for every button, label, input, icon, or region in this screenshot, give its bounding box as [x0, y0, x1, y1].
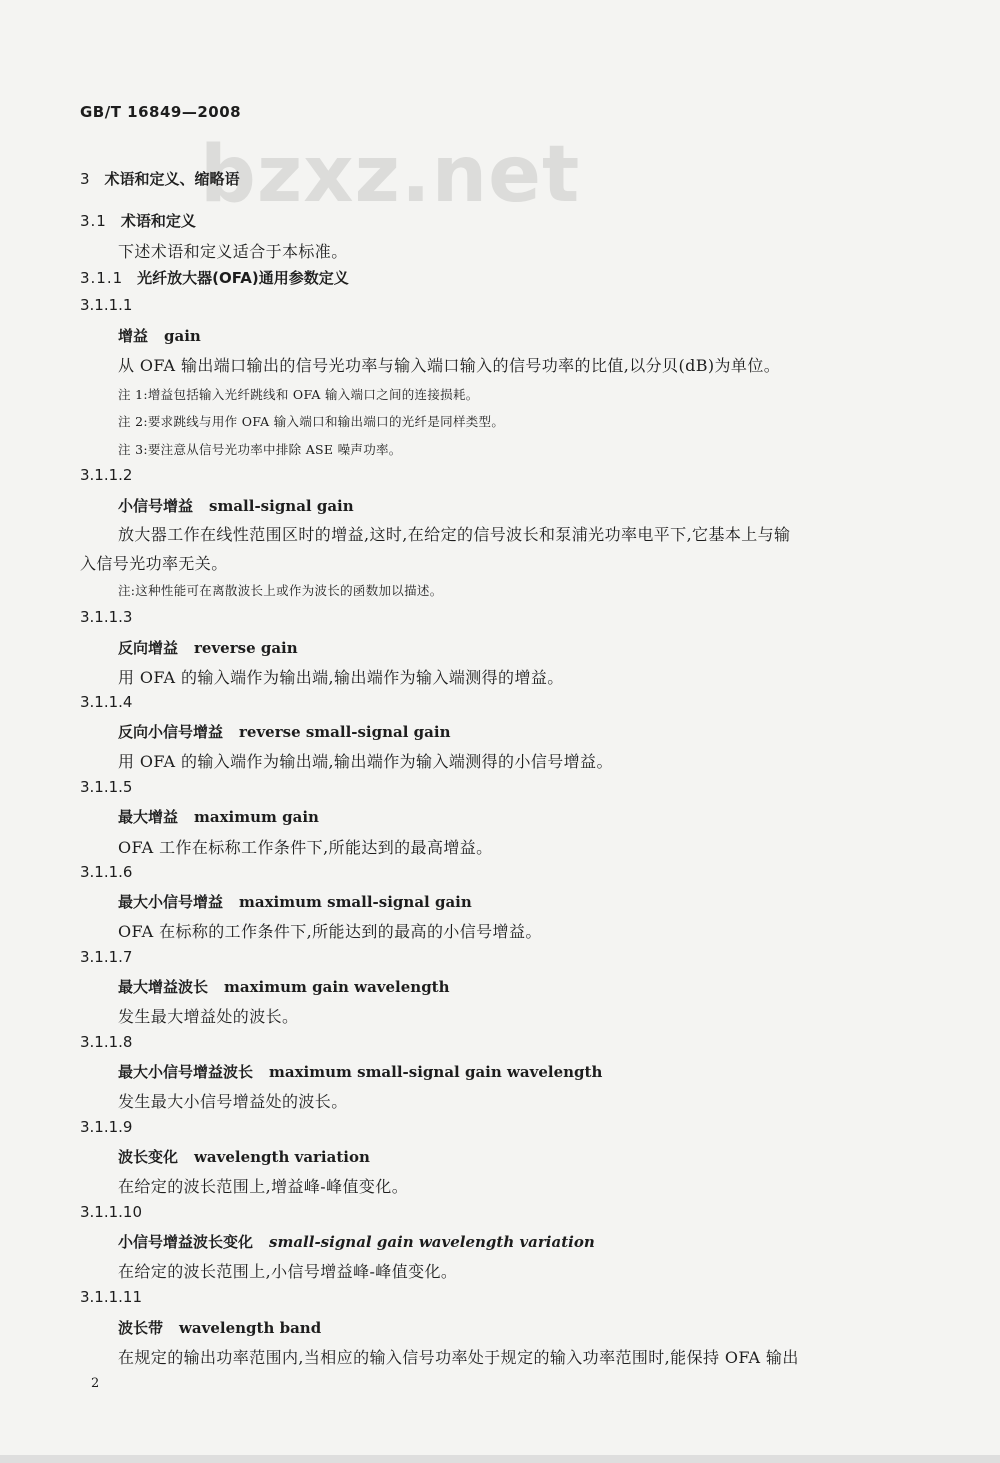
section-3-heading: [80, 168, 240, 189]
section-3-1-heading: [80, 210, 196, 231]
term-en: wavelength variation: [194, 1148, 370, 1166]
term-en: small-signal gain: [209, 497, 354, 515]
term-en: reverse gain: [194, 639, 298, 657]
section-title: 光纤放大器(OFA)通用参数定义: [137, 269, 349, 287]
section-title: 术语和定义: [120, 212, 196, 230]
term-en: maximum small-signal gain wavelength: [269, 1063, 603, 1081]
term-definition: 在给定的波长范围上,增益峰-峰值变化。: [118, 1177, 409, 1196]
term-en: reverse small-signal gain: [239, 723, 451, 741]
term-en: wavelength band: [179, 1319, 322, 1337]
term-number: 3.1.1.7: [80, 948, 133, 966]
section-number: 3.1: [80, 212, 107, 230]
term-definition: 在规定的输出功率范围内,当相应的输入信号功率处于规定的输入功率范围时,能保持 OFA 输出: [118, 1348, 799, 1367]
term-heading: [118, 976, 450, 997]
term-number: 3.1.1.9: [80, 1118, 133, 1136]
term-heading: [118, 637, 298, 658]
term-number: 3.1.1.2: [80, 466, 133, 484]
term-definition: 从 OFA 输出端口输出的信号光功率与输入端口输入的信号功率的比值,以分贝(dB)为单位。: [118, 356, 781, 375]
section-intro: 下述术语和定义适合于本标准。: [118, 242, 348, 261]
term-zh: 波长变化: [118, 1148, 179, 1166]
term-zh: 反向增益: [118, 639, 179, 657]
term-heading: [118, 495, 354, 516]
term-en: maximum small-signal gain: [239, 893, 472, 911]
term-number: 3.1.1.3: [80, 608, 133, 626]
standard-header: GB/T 16849—2008: [80, 103, 242, 121]
term-definition: 用 OFA 的输入端作为输出端,输出端作为输入端测得的小信号增益。: [118, 752, 613, 771]
term-note: 注 1:增益包括输入光纤跳线和 OFA 输入端口之间的连接损耗。: [118, 387, 479, 402]
term-number: 3.1.1.6: [80, 863, 133, 881]
term-definition: 在给定的波长范围上,小信号增益峰-峰值变化。: [118, 1262, 458, 1281]
term-en: maximum gain wavelength: [224, 978, 450, 996]
term-number: 3.1.1.11: [80, 1288, 143, 1306]
term-heading: [118, 1146, 370, 1167]
term-zh: 小信号增益: [118, 497, 194, 515]
term-note: 注:这种性能可在离散波长上或作为波长的函数加以描述。: [118, 583, 443, 598]
term-heading: [118, 325, 201, 346]
term-en: maximum gain: [194, 808, 319, 826]
term-number: 3.1.1.10: [80, 1203, 143, 1221]
term-number: 3.1.1.5: [80, 778, 133, 796]
term-note: 注 2:要求跳线与用作 OFA 输入端口和输出端口的光纤是同样类型。: [118, 414, 505, 429]
term-definition: OFA 在标称的工作条件下,所能达到的最高的小信号增益。: [118, 922, 542, 941]
term-zh: 最大小信号增益: [118, 893, 224, 911]
term-zh: 增益: [118, 327, 149, 345]
term-en: gain: [164, 327, 201, 345]
term-zh: 反向小信号增益: [118, 723, 224, 741]
page-bottom-edge: [0, 1455, 1000, 1463]
section-number: 3.1.1: [80, 269, 124, 287]
term-number: 3.1.1.4: [80, 693, 133, 711]
watermark: bzxz.net: [200, 130, 581, 220]
term-definition: 发生最大小信号增益处的波长。: [118, 1092, 348, 1111]
term-en: small-signal gain wavelength variation: [269, 1233, 595, 1251]
section-3-1-1-heading: [80, 267, 349, 288]
term-definition: 用 OFA 的输入端作为输出端,输出端作为输入端测得的增益。: [118, 668, 564, 687]
term-definition-continued: 入信号光功率无关。: [80, 554, 228, 573]
term-definition: OFA 工作在标称工作条件下,所能达到的最高增益。: [118, 838, 493, 857]
term-note: 注 3:要注意从信号光功率中排除 ASE 噪声功率。: [118, 442, 402, 457]
page-number: 2: [91, 1376, 100, 1391]
term-zh: 最大增益波长: [118, 978, 209, 996]
term-definition: 发生最大增益处的波长。: [118, 1007, 299, 1026]
term-number: 3.1.1.1: [80, 296, 133, 314]
section-number: 3: [80, 170, 91, 188]
term-heading: [118, 1317, 321, 1338]
term-zh: 波长带: [118, 1319, 164, 1337]
term-heading: [118, 1231, 595, 1252]
section-title: 术语和定义、缩略语: [104, 170, 240, 188]
term-zh: 小信号增益波长变化: [118, 1233, 254, 1251]
term-heading: [118, 806, 319, 827]
term-zh: 最大增益: [118, 808, 179, 826]
term-number: 3.1.1.8: [80, 1033, 133, 1051]
term-zh: 最大小信号增益波长: [118, 1063, 254, 1081]
term-definition: 放大器工作在线性范围区时的增益,这时,在给定的信号波长和泵浦光功率电平下,它基本上与输: [118, 525, 791, 544]
term-heading: [118, 721, 450, 742]
term-heading: [118, 1061, 602, 1082]
term-heading: [118, 891, 472, 912]
